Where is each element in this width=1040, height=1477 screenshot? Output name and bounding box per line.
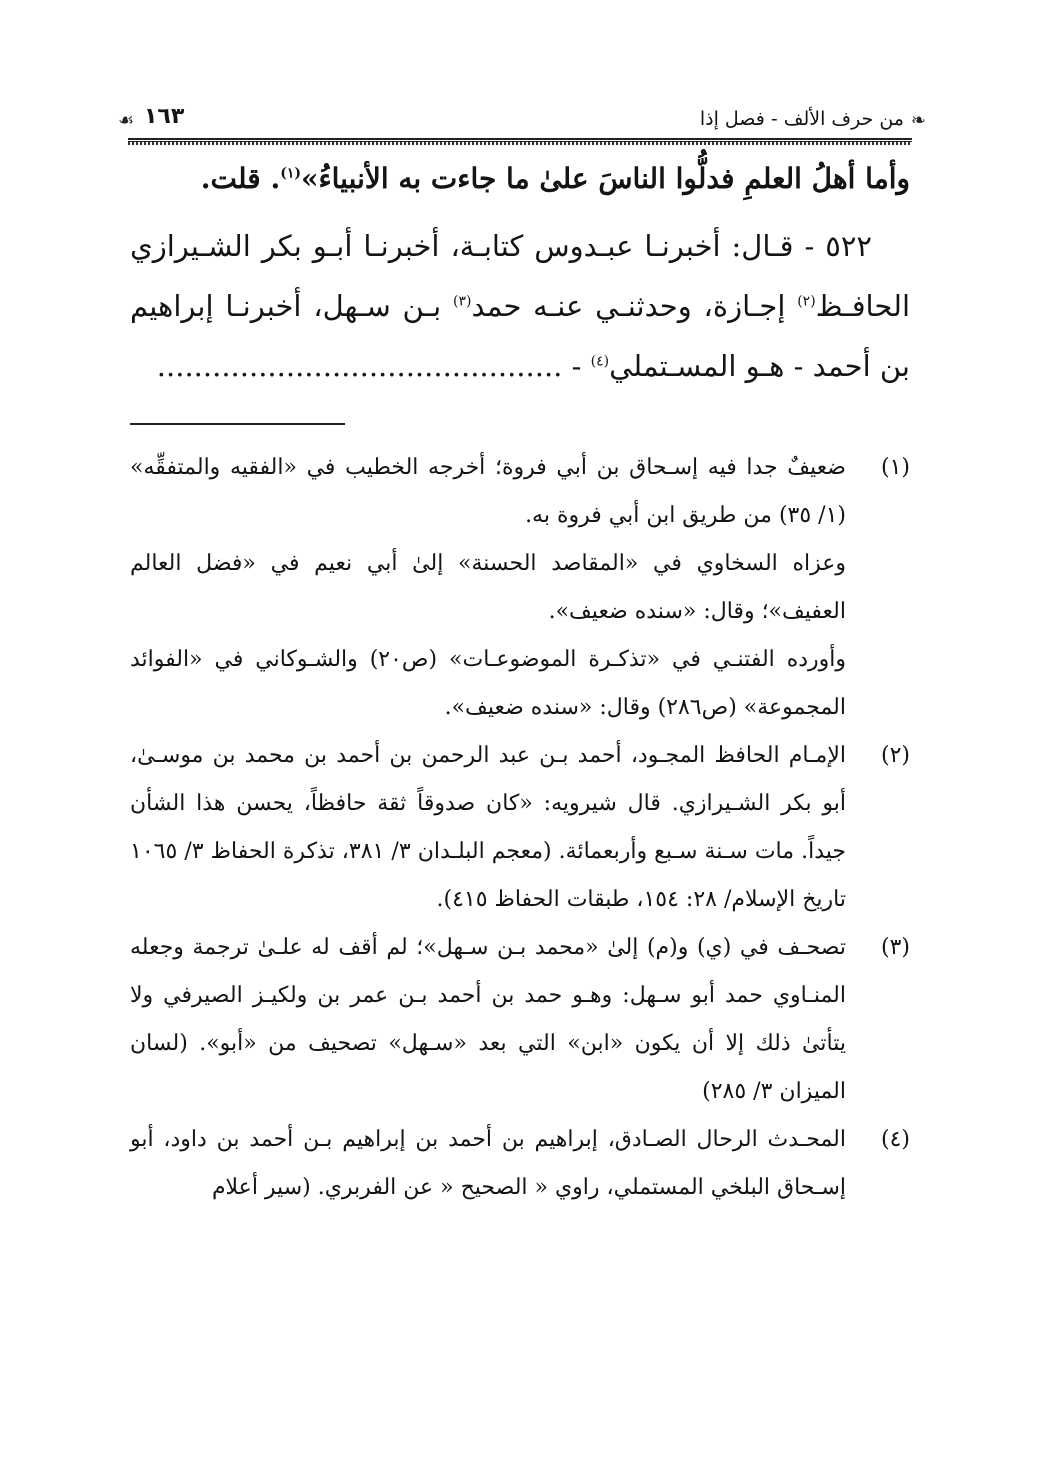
footnote-number: (٢) <box>880 743 910 768</box>
narration-522 <box>130 216 910 396</box>
ellipsis-dots: ............................................ <box>156 349 563 383</box>
narration-text: - <box>562 349 591 383</box>
footnote-paragraph: وعزاه السخاوي في «المقاصد الحسنة» إلىٰ أبي نعيم في «فضل العالم العفيف»؛ وقال: «سنده ضعيف». <box>130 551 846 624</box>
footnote-2 <box>130 732 910 924</box>
footnote-number: (١) <box>880 455 910 480</box>
footnote-1 <box>130 444 910 732</box>
footnote-paragraph: المحـدث الرحال الصـادق، إبراهيم بن أحمد بن إبراهيم بـن أحمد بن داود، أبو إسـحاق البلخي المستملي، راوي « الصحيح « عن الفربري. (سير أعلام <box>130 1127 846 1200</box>
narration-text: إجـازة، وحدثنـي عنـه حمد <box>471 289 798 323</box>
narration-text: ٥٢٢ - قـال: أخبرنـا عبـدوس كتابـة، أخبرنـا أبـو بكر الشـيرازي الحافـظ <box>130 229 911 323</box>
footnote-paragraph: الإمـام الحافظ المجـود، أحمد بـن عبد الرحمن بن أحمد بن محمد بن موسـىٰ، أبو بكر الشـيرازي. قال شيرويه: «كان صدوقاً ثقة حافظاً، يحسن هذا الشأن جيداً. مات سـنة سـبع وأربعمائة. (معجم البلـدان ٣/ ٣٨١، تذكرة الحفاظ ٣/ ١٠٦٥ تاريخ الإسلام/ ٢٨: ١٥٤، طبقات الحفاظ ٤١٥). <box>130 743 846 912</box>
main-text <box>130 150 910 396</box>
footnote-ref: (٣) <box>453 293 472 310</box>
footnote-ref: (٤) <box>590 353 610 370</box>
running-title: من حرف الألف - فصل إذا <box>699 108 904 130</box>
quote-text: وأما أهلُ العلمِ فدلُّوا الناسَ علىٰ ما جاءت به الأنبياءُ» <box>300 162 910 195</box>
quote-end: . قلت. <box>200 162 281 195</box>
narration-text: بـن سـهل، أخبرنـا إبراهيم بن أحمد - هـو المسـتملي <box>130 289 910 383</box>
footnote-ref: (١) <box>280 165 301 182</box>
footnote-paragraph: تصحـف في (ي) و(م) إلىٰ «محمد بـن سـهل»؛ لم أقف له علـىٰ ترجمة وجعله المنـاوي حمد أبو سـهل: وهـو حمد بن أحمد بـن عمر بن ولكيـز الصيرفي ولا يتأتىٰ ذلك إلا أن يكون «ابن» التي بعد «سـهل» تصحيف من «أبو». (لسان الميزان ٣/ ٢٨٥) <box>130 935 846 1104</box>
footnote-3 <box>130 924 910 1116</box>
header-ornament-icon: ☙ <box>118 110 135 131</box>
page-number: ١٦٣ <box>144 104 185 129</box>
footnote-ref: (٢) <box>797 293 816 310</box>
header-rule-border <box>128 142 912 145</box>
footnote-number: (٣) <box>880 935 910 960</box>
footnote-separator <box>130 423 345 425</box>
footnote-paragraph: ضعيفٌ جدا فيه إسـحاق بن أبي فروة؛ أخرجه الخطيب في «الفقيه والمتفقِّه» (١/ ٣٥) من طريق ابن أبي فروة به. <box>130 455 846 528</box>
footnotes <box>130 444 910 1212</box>
footnote-number: (٤) <box>880 1127 910 1152</box>
header-ornament-icon: ❧ <box>910 110 926 131</box>
running-header <box>118 104 926 138</box>
quote-ending <box>130 150 910 208</box>
footnote-4 <box>130 1116 910 1212</box>
footnote-paragraph: وأورده الفتنـي في «تذكـرة الموضوعـات» (ص٢٠) والشـوكاني في «الفوائد المجموعة» (ص٢٨٦) وقال: «سنده ضعيف». <box>130 647 846 720</box>
